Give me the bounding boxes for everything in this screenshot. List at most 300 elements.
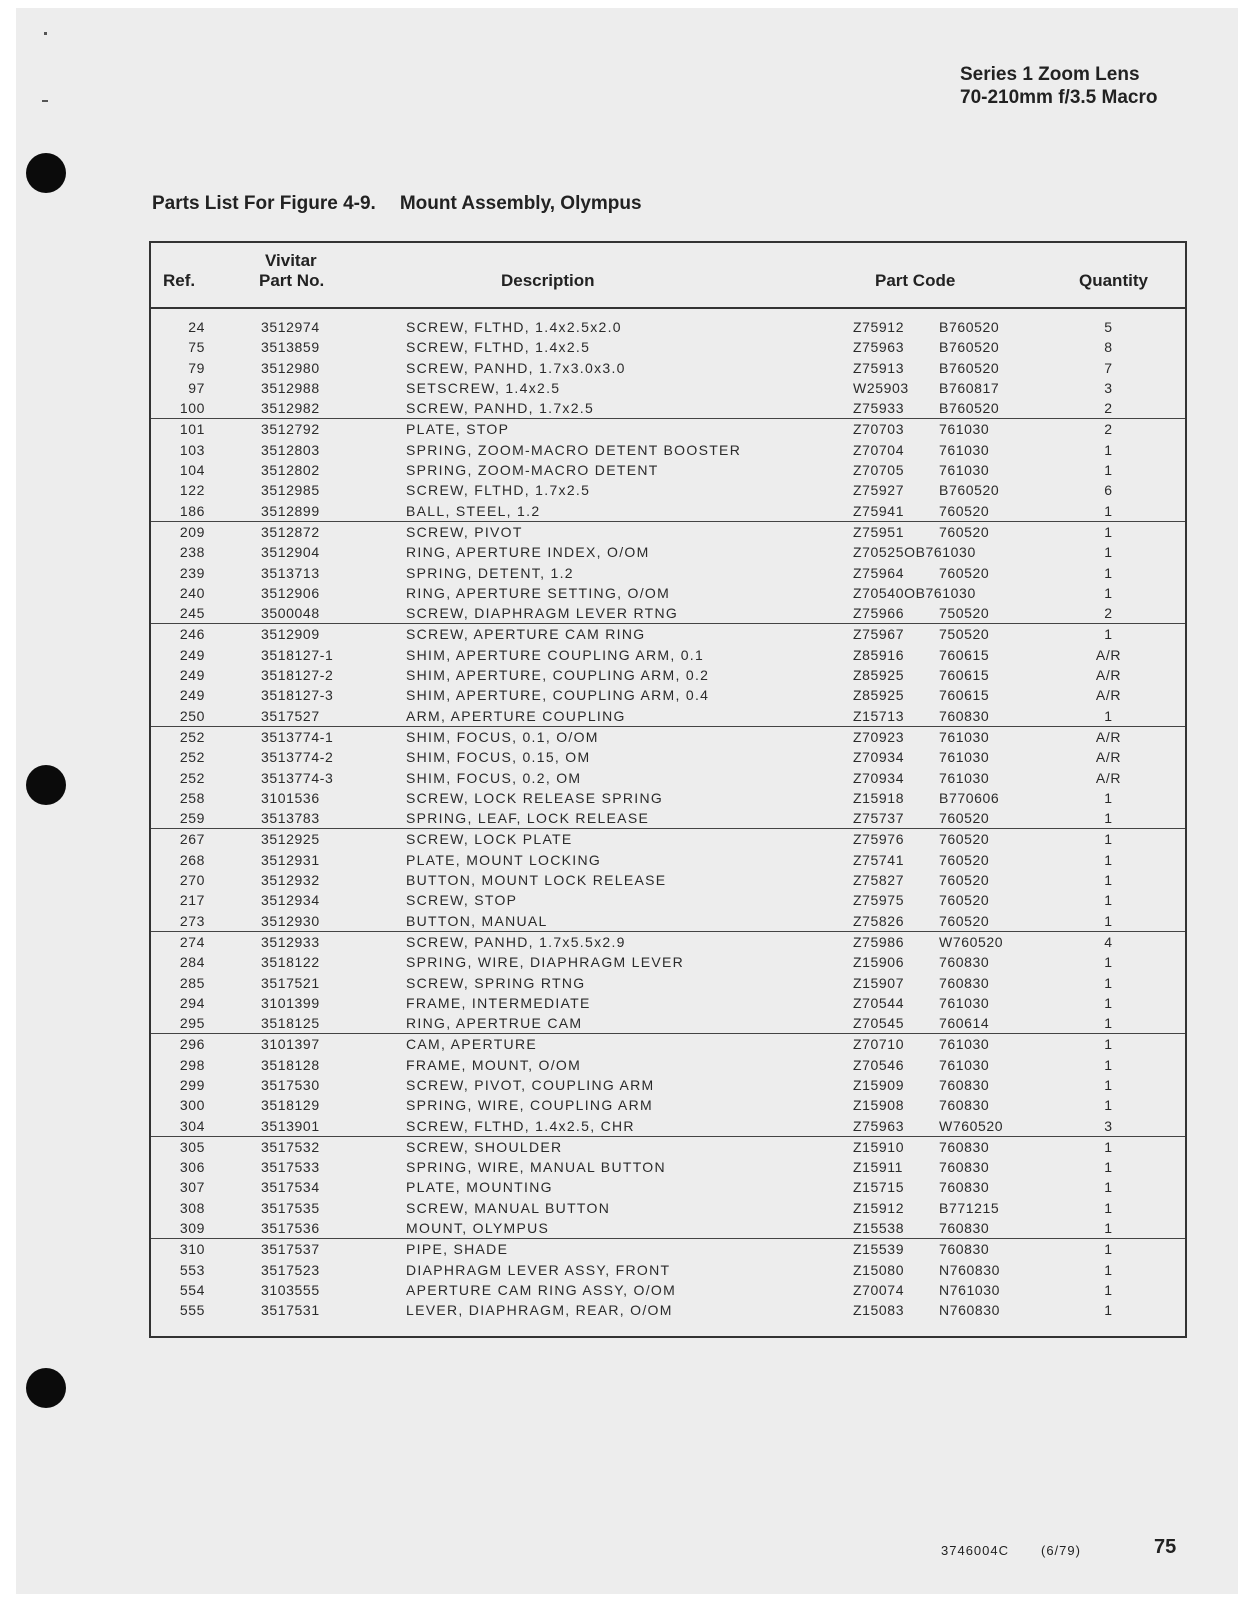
part-code-suffix-cell: 750520 <box>939 626 990 643</box>
description-cell: SCREW, PIVOT <box>406 523 523 540</box>
ref-cell: 553 <box>179 1261 205 1278</box>
ref-cell: 294 <box>179 994 205 1011</box>
quantity-cell: 1 <box>1104 584 1113 601</box>
quantity-cell: 1 <box>1104 1261 1113 1278</box>
part-number-cell: 3512931 <box>261 851 320 868</box>
part-code-suffix-cell: W760520 <box>939 933 1004 950</box>
part-number-cell: 3517523 <box>261 1261 320 1278</box>
description-cell: DIAPHRAGM LEVER ASSY, FRONT <box>406 1261 671 1278</box>
ref-cell: 79 <box>188 359 205 376</box>
part-number-cell: 3518129 <box>261 1097 320 1114</box>
quantity-cell: 1 <box>1104 810 1113 827</box>
quantity-cell: A/R <box>1095 646 1122 663</box>
table-row <box>151 952 1185 972</box>
header-line-2: 70-210mm f/3.5 Macro <box>960 87 1158 108</box>
description-cell: RING, APERTURE SETTING, O/OM <box>406 584 671 601</box>
description-cell: SCREW, PANHD, 1.7x5.5x2.9 <box>406 933 626 950</box>
table-row <box>151 706 1185 727</box>
quantity-cell: 1 <box>1104 1241 1113 1258</box>
table-row <box>151 1239 1185 1259</box>
part-number-cell: 3512803 <box>261 441 320 458</box>
part-code-cell: Z70074 <box>853 1281 905 1298</box>
description-cell: PIPE, SHADE <box>406 1241 509 1258</box>
quantity-cell: 3 <box>1104 1117 1113 1134</box>
ref-cell: 307 <box>179 1179 205 1196</box>
table-row <box>151 624 1185 644</box>
description-cell: LEVER, DIAPHRAGM, REAR, O/OM <box>406 1302 673 1319</box>
description-cell: SCREW, APERTURE CAM RING <box>406 626 646 643</box>
ref-cell: 238 <box>179 544 205 561</box>
part-code-suffix-cell: 761030 <box>939 728 990 745</box>
quantity-cell: A/R <box>1095 749 1122 766</box>
table-row <box>151 768 1185 788</box>
description-cell: PLATE, STOP <box>406 421 510 438</box>
description-cell: SCREW, SHOULDER <box>406 1138 563 1155</box>
ref-cell: 258 <box>179 789 205 806</box>
part-code-cell: Z70546 <box>853 1056 905 1073</box>
part-code-suffix-cell: 760830 <box>939 954 990 971</box>
table-header <box>151 243 1185 309</box>
description-cell: CAM, APERTURE <box>406 1036 537 1053</box>
ref-cell: 304 <box>179 1117 205 1134</box>
part-code-cell: Z15908 <box>853 1097 905 1114</box>
ref-cell: 309 <box>179 1220 205 1237</box>
table-row <box>151 788 1185 808</box>
part-number-cell: 3512985 <box>261 482 320 499</box>
quantity-cell: 1 <box>1104 974 1113 991</box>
part-code-suffix-cell: 760830 <box>939 707 990 724</box>
part-code-cell: Z15715 <box>853 1179 905 1196</box>
quantity-cell: 1 <box>1104 1302 1113 1319</box>
part-number-cell: 3512906 <box>261 584 320 601</box>
description-cell: RING, APERTRUE CAM <box>406 1015 583 1032</box>
part-code-cell: Z70923 <box>853 728 905 745</box>
part-number-cell: 3512925 <box>261 831 320 848</box>
quantity-cell: 4 <box>1104 933 1113 950</box>
part-code-cell: Z15538 <box>853 1220 905 1237</box>
table-row <box>151 563 1185 583</box>
quantity-cell: 8 <box>1104 339 1113 356</box>
part-number-cell: 3512899 <box>261 502 320 519</box>
column-header-ref: Ref. <box>163 271 196 290</box>
part-code-suffix-cell: 760520 <box>939 502 990 519</box>
part-code-suffix-cell: B760520 <box>939 482 1000 499</box>
description-cell: BUTTON, MANUAL <box>406 912 548 929</box>
part-number-cell: 3512933 <box>261 933 320 950</box>
description-cell: SPRING, LEAF, LOCK RELEASE <box>406 810 650 827</box>
part-code-cell: Z70704 <box>853 441 905 458</box>
ref-cell: 246 <box>179 626 205 643</box>
quantity-cell: A/R <box>1095 667 1122 684</box>
part-code-suffix-cell: B771215 <box>939 1199 1000 1216</box>
column-header-part-no-line2: Part No. <box>259 271 325 290</box>
ref-cell: 274 <box>179 933 205 950</box>
part-code-cell: Z85925 <box>853 667 905 684</box>
part-code-cell: Z70545 <box>853 1015 905 1032</box>
description-cell: FRAME, MOUNT, O/OM <box>406 1056 582 1073</box>
description-cell: SHIM, APERTURE COUPLING ARM, 0.1 <box>406 646 705 663</box>
part-code-cell: Z70525OB761030 <box>853 544 976 561</box>
part-code-suffix-cell: 750520 <box>939 605 990 622</box>
description-cell: SCREW, PANHD, 1.7x3.0x3.0 <box>406 359 626 376</box>
part-number-cell: 3518127-2 <box>261 667 334 684</box>
description-cell: PLATE, MOUNT LOCKING <box>406 851 602 868</box>
ref-cell: 209 <box>179 523 205 540</box>
part-number-cell: 3513859 <box>261 339 320 356</box>
quantity-cell: 1 <box>1104 851 1113 868</box>
part-code-suffix-cell: 760615 <box>939 646 990 663</box>
quantity-cell: 1 <box>1104 831 1113 848</box>
part-code-suffix-cell: 760520 <box>939 810 990 827</box>
part-code-cell: Z75964 <box>853 564 905 581</box>
quantity-cell: 1 <box>1104 1076 1113 1093</box>
table-row <box>151 583 1185 603</box>
part-code-suffix-cell: 760830 <box>939 1097 990 1114</box>
table-row <box>151 542 1185 562</box>
description-cell: SCREW, SPRING RTNG <box>406 974 586 991</box>
description-cell: SCREW, FLTHD, 1.4x2.5, CHR <box>406 1117 635 1134</box>
table-row <box>151 1260 1185 1280</box>
part-code-suffix-cell: 760520 <box>939 912 990 929</box>
part-code-suffix-cell: 761030 <box>939 421 990 438</box>
part-number-cell: 3513783 <box>261 810 320 827</box>
table-row <box>151 1300 1185 1320</box>
table-row <box>151 1116 1185 1137</box>
ref-cell: 285 <box>179 974 205 991</box>
document-date: (6/79) <box>1041 1543 1081 1558</box>
quantity-cell: 1 <box>1104 1281 1113 1298</box>
part-code-cell: Z70710 <box>853 1036 905 1053</box>
part-code-cell: Z75967 <box>853 626 905 643</box>
part-number-cell: 3517527 <box>261 707 320 724</box>
part-code-suffix-cell: 760614 <box>939 1015 990 1032</box>
table-row <box>151 665 1185 685</box>
part-code-cell: Z85925 <box>853 687 905 704</box>
part-number-cell: 3103555 <box>261 1281 320 1298</box>
page-number: 75 <box>1154 1536 1177 1558</box>
part-number-cell: 3513713 <box>261 564 320 581</box>
description-cell: SCREW, DIAPHRAGM LEVER RTNG <box>406 605 679 622</box>
part-code-cell: Z15910 <box>853 1138 905 1155</box>
ref-cell: 270 <box>179 872 205 889</box>
binder-hole-middle <box>26 765 66 805</box>
table-row <box>151 727 1185 747</box>
part-number-cell: 3518125 <box>261 1015 320 1032</box>
ref-cell: 305 <box>179 1138 205 1155</box>
part-number-cell: 3512802 <box>261 462 320 479</box>
part-code-cell: Z75976 <box>853 831 905 848</box>
part-number-cell: 3512792 <box>261 421 320 438</box>
description-cell: SHIM, FOCUS, 0.2, OM <box>406 769 582 786</box>
ref-cell: 554 <box>179 1281 205 1298</box>
binder-hole-top <box>26 153 66 193</box>
ref-cell: 100 <box>179 400 205 417</box>
table-row <box>151 1280 1185 1300</box>
table-row <box>151 870 1185 890</box>
ref-cell: 101 <box>179 421 205 438</box>
quantity-cell: 1 <box>1104 544 1113 561</box>
part-code-cell: Z75975 <box>853 892 905 909</box>
table-row <box>151 747 1185 767</box>
part-code-suffix-cell: 760520 <box>939 831 990 848</box>
table-row <box>151 501 1185 522</box>
table-row <box>151 829 1185 849</box>
quantity-cell: A/R <box>1095 687 1122 704</box>
part-code-suffix-cell: 761030 <box>939 462 990 479</box>
part-code-suffix-cell: 760830 <box>939 1179 990 1196</box>
description-cell: SCREW, MANUAL BUTTON <box>406 1199 611 1216</box>
part-code-suffix-cell: 761030 <box>939 994 990 1011</box>
ref-cell: 239 <box>179 564 205 581</box>
part-code-suffix-cell: B760520 <box>939 339 1000 356</box>
quantity-cell: 1 <box>1104 1159 1113 1176</box>
part-code-cell: Z15080 <box>853 1261 905 1278</box>
part-number-cell: 3517534 <box>261 1179 320 1196</box>
ref-cell: 267 <box>179 831 205 848</box>
part-code-cell: Z75827 <box>853 872 905 889</box>
part-code-suffix-cell: 761030 <box>939 1036 990 1053</box>
table-row <box>151 911 1185 932</box>
part-code-suffix-cell: W760520 <box>939 1117 1004 1134</box>
description-cell: SHIM, FOCUS, 0.15, OM <box>406 749 591 766</box>
quantity-cell: 7 <box>1104 359 1113 376</box>
document-code: 3746004C <box>941 1543 1009 1558</box>
part-code-cell: Z75826 <box>853 912 905 929</box>
quantity-cell: 1 <box>1104 892 1113 909</box>
part-number-cell: 3518127-3 <box>261 687 334 704</box>
quantity-cell: 1 <box>1104 707 1113 724</box>
part-number-cell: 3512909 <box>261 626 320 643</box>
table-row <box>151 480 1185 500</box>
part-number-cell: 3517521 <box>261 974 320 991</box>
part-number-cell: 3512930 <box>261 912 320 929</box>
description-cell: SCREW, FLTHD, 1.7x2.5 <box>406 482 591 499</box>
part-code-cell: Z75966 <box>853 605 905 622</box>
part-code-cell: Z75963 <box>853 1117 905 1134</box>
quantity-cell: 1 <box>1104 626 1113 643</box>
figure-title-name: Mount Assembly, Olympus <box>399 193 642 214</box>
column-header-quantity: Quantity <box>1079 271 1148 290</box>
part-code-suffix-cell: N761030 <box>939 1281 1001 1298</box>
description-cell: SCREW, PIVOT, COUPLING ARM <box>406 1076 655 1093</box>
figure-title-prefix: Parts List For Figure 4-9. <box>152 193 376 214</box>
column-header-description: Description <box>501 271 595 290</box>
description-cell: SCREW, FLTHD, 1.4x2.5 <box>406 339 591 356</box>
part-code-cell: Z70540OB761030 <box>853 584 976 601</box>
part-number-cell: 3512988 <box>261 379 320 396</box>
table-row <box>151 850 1185 870</box>
quantity-cell: 1 <box>1104 1138 1113 1155</box>
table-row <box>151 1137 1185 1157</box>
table-row <box>151 685 1185 705</box>
quantity-cell: 2 <box>1104 421 1113 438</box>
figure-title <box>152 193 642 215</box>
part-code-suffix-cell: 760830 <box>939 1220 990 1237</box>
part-number-cell: 3518128 <box>261 1056 320 1073</box>
table-row <box>151 337 1185 357</box>
description-cell: ARM, APERTURE COUPLING <box>406 707 626 724</box>
quantity-cell: 2 <box>1104 605 1113 622</box>
quantity-cell: 1 <box>1104 1015 1113 1032</box>
column-header-part-code: Part Code <box>875 271 956 290</box>
part-code-suffix-cell: B770606 <box>939 789 1000 806</box>
table-row <box>151 993 1185 1013</box>
description-cell: SCREW, FLTHD, 1.4x2.5x2.0 <box>406 319 622 335</box>
table-row <box>151 645 1185 665</box>
part-code-suffix-cell: 760520 <box>939 564 990 581</box>
ref-cell: 296 <box>179 1036 205 1053</box>
table-row <box>151 932 1185 952</box>
table-row <box>151 1013 1185 1034</box>
part-code-suffix-cell: 760520 <box>939 872 990 889</box>
part-number-cell: 3513901 <box>261 1117 320 1134</box>
part-number-cell: 3517530 <box>261 1076 320 1093</box>
table-row <box>151 358 1185 378</box>
part-code-cell: Z15912 <box>853 1199 905 1216</box>
table-row <box>151 460 1185 480</box>
part-code-suffix-cell: 761030 <box>939 1056 990 1073</box>
description-cell: SPRING, ZOOM-MACRO DETENT <box>406 462 659 479</box>
part-number-cell: 3500048 <box>261 605 320 622</box>
table-row <box>151 808 1185 829</box>
description-cell: SPRING, WIRE, MANUAL BUTTON <box>406 1159 666 1176</box>
ref-cell: 252 <box>179 749 205 766</box>
ref-cell: 268 <box>179 851 205 868</box>
ref-cell: 122 <box>179 482 205 499</box>
ref-cell: 249 <box>179 667 205 684</box>
part-code-suffix-cell: B760520 <box>939 319 1000 335</box>
part-code-cell: Z70544 <box>853 994 905 1011</box>
part-number-cell: 3512982 <box>261 400 320 417</box>
quantity-cell: 6 <box>1104 482 1113 499</box>
description-cell: SCREW, PANHD, 1.7x2.5 <box>406 400 595 417</box>
description-cell: SETSCREW, 1.4x2.5 <box>406 379 561 396</box>
description-cell: SPRING, WIRE, DIAPHRAGM LEVER <box>406 954 685 971</box>
part-number-cell: 3517536 <box>261 1220 320 1237</box>
ref-cell: 250 <box>179 707 205 724</box>
description-cell: MOUNT, OLYMPUS <box>406 1220 550 1237</box>
ref-cell: 75 <box>188 339 205 356</box>
table-row <box>151 1095 1185 1115</box>
part-code-suffix-cell: 761030 <box>939 441 990 458</box>
quantity-cell: 1 <box>1104 1097 1113 1114</box>
part-number-cell: 3512980 <box>261 359 320 376</box>
part-code-suffix-cell: 761030 <box>939 749 990 766</box>
quantity-cell: 3 <box>1104 379 1113 396</box>
part-code-suffix-cell: N760830 <box>939 1302 1001 1319</box>
document-page <box>16 8 1238 1594</box>
ref-cell: 555 <box>179 1302 205 1319</box>
part-number-cell: 3512974 <box>261 319 320 335</box>
quantity-cell: 1 <box>1104 1036 1113 1053</box>
table-row <box>151 1218 1185 1239</box>
part-code-cell: Z75927 <box>853 482 905 499</box>
quantity-cell: 1 <box>1104 789 1113 806</box>
part-number-cell: 3517533 <box>261 1159 320 1176</box>
quantity-cell: 1 <box>1104 1199 1113 1216</box>
description-cell: SPRING, ZOOM-MACRO DETENT BOOSTER <box>406 441 742 458</box>
ref-cell: 249 <box>179 646 205 663</box>
document-header <box>960 63 1158 109</box>
quantity-cell: 1 <box>1104 1220 1113 1237</box>
table-row <box>151 522 1185 542</box>
description-cell: SPRING, WIRE, COUPLING ARM <box>406 1097 653 1114</box>
quantity-cell: 1 <box>1104 994 1113 1011</box>
part-code-cell: Z15909 <box>853 1076 905 1093</box>
ref-cell: 298 <box>179 1056 205 1073</box>
description-cell: SHIM, APERTURE, COUPLING ARM, 0.4 <box>406 687 710 704</box>
description-cell: SPRING, DETENT, 1.2 <box>406 564 574 581</box>
ref-cell: 308 <box>179 1199 205 1216</box>
part-code-suffix-cell: 760520 <box>939 851 990 868</box>
quantity-cell: 1 <box>1104 872 1113 889</box>
part-number-cell: 3513774-2 <box>261 749 334 766</box>
description-cell: BUTTON, MOUNT LOCK RELEASE <box>406 872 667 889</box>
table-row <box>151 419 1185 439</box>
quantity-cell: 1 <box>1104 1179 1113 1196</box>
part-code-cell: Z75741 <box>853 851 905 868</box>
ref-cell: 24 <box>188 319 205 335</box>
part-code-suffix-cell: 760615 <box>939 667 990 684</box>
part-number-cell: 3513774-1 <box>261 728 334 745</box>
quantity-cell: 1 <box>1104 1056 1113 1073</box>
part-code-suffix-cell: 761030 <box>939 769 990 786</box>
part-code-cell: Z75951 <box>853 523 905 540</box>
part-number-cell: 3517537 <box>261 1241 320 1258</box>
table-row <box>151 398 1185 419</box>
quantity-cell: A/R <box>1095 769 1122 786</box>
part-code-suffix-cell: 760520 <box>939 523 990 540</box>
part-code-cell: Z15906 <box>853 954 905 971</box>
part-code-suffix-cell: B760520 <box>939 359 1000 376</box>
part-code-cell: Z15539 <box>853 1241 905 1258</box>
ref-cell: 259 <box>179 810 205 827</box>
table-row <box>151 440 1185 460</box>
ref-cell: 103 <box>179 441 205 458</box>
quantity-cell: 1 <box>1104 462 1113 479</box>
ref-cell: 295 <box>179 1015 205 1032</box>
part-number-cell: 3512872 <box>261 523 320 540</box>
binder-hole-bottom <box>26 1368 66 1408</box>
table-body <box>151 317 1185 1321</box>
part-number-cell: 3101399 <box>261 994 320 1011</box>
table-row <box>151 1075 1185 1095</box>
quantity-cell: 5 <box>1104 319 1113 335</box>
parts-table <box>149 241 1187 1338</box>
description-cell: SHIM, APERTURE, COUPLING ARM, 0.2 <box>406 667 710 684</box>
part-code-cell: Z75941 <box>853 502 905 519</box>
part-code-cell: Z15083 <box>853 1302 905 1319</box>
quantity-cell: 1 <box>1104 564 1113 581</box>
part-code-cell: Z75913 <box>853 359 905 376</box>
table-row <box>151 890 1185 910</box>
quantity-cell: A/R <box>1095 728 1122 745</box>
part-number-cell: 3512904 <box>261 544 320 561</box>
ref-cell: 97 <box>188 379 205 396</box>
part-code-cell: Z15907 <box>853 974 905 991</box>
part-code-cell: Z15911 <box>853 1159 904 1176</box>
part-code-suffix-cell: 760830 <box>939 1159 990 1176</box>
ref-cell: 249 <box>179 687 205 704</box>
table-row <box>151 378 1185 398</box>
part-code-cell: Z75737 <box>853 810 905 827</box>
part-number-cell: 3517535 <box>261 1199 320 1216</box>
table-row <box>151 603 1185 624</box>
ref-cell: 306 <box>179 1159 205 1176</box>
part-code-suffix-cell: B760520 <box>939 400 1000 417</box>
part-code-cell: Z70703 <box>853 421 905 438</box>
part-code-suffix-cell: 760520 <box>939 892 990 909</box>
